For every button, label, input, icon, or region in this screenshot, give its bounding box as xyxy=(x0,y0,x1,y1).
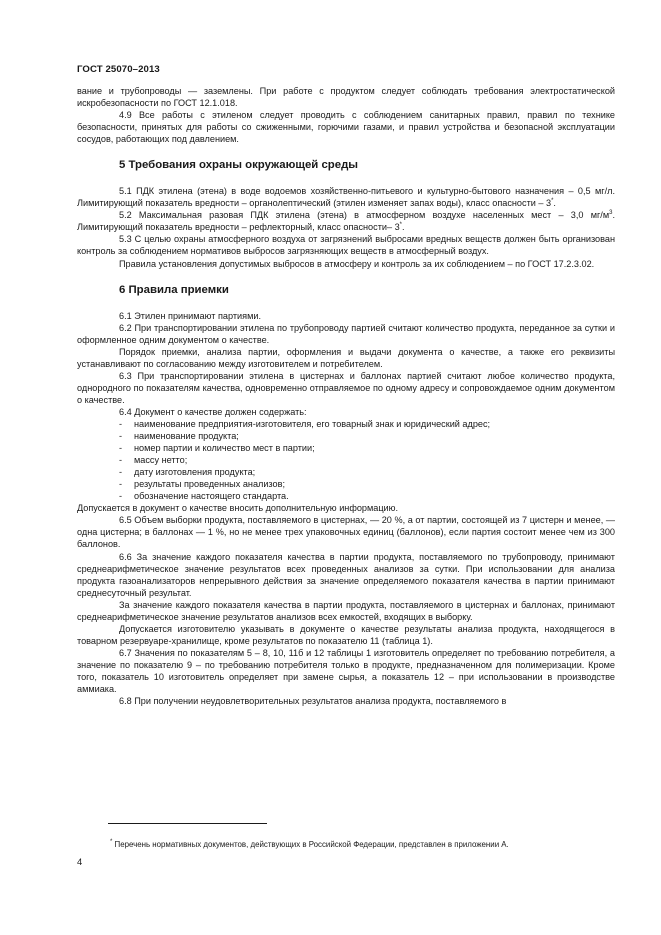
list-item: - результаты проведенных анализов; xyxy=(119,479,285,490)
list-item: - массу нетто; xyxy=(119,455,188,466)
section-5-heading: 5 Требования охраны окружающей среды xyxy=(119,159,359,172)
list-item: - номер партии и количество мест в партии; xyxy=(119,443,315,454)
paragraph-4-9: 4.9 Все работы с этиленом следует проводить с соблюдением санитарных правил, правил по технике безопасности, принятых для работы со сжиженными, горючими газами, и правил устройства и безопасной эксплуатации сосудов, работающих под давлением. xyxy=(77,110,615,145)
paragraph-6-6: 6.6 За значение каждого показателя качества в партии продукта, поставляемого по трубопроводу, принимают среднеарифметическое значение результатов всех проведенных анализов за сутки. При использовании для анализа продукта газоанализаторов непрерывного действия за значение определяемого показателя качества в партии принимают среднесуточный результат. xyxy=(77,551,615,598)
paragraph-5-2: 5.2 Максимальная разовая ПДК этилена (этена) в атмосферном воздухе населенных мест – 3,0 $мг/м^3$. Лимитирующий показатель вредности – рефлекторный, класс опасности– 3*. xyxy=(77,210,615,233)
list-item: - обозначение настоящего стандарта. xyxy=(119,491,289,502)
list-item: - дату изготовления продукта; xyxy=(119,467,256,478)
list-item: - наименование предприятия-изготовителя, его товарный знак и юридический адрес; xyxy=(119,418,491,429)
section-6-heading: 6 Правила приемки xyxy=(119,283,229,296)
paragraph-6-7: 6.7 Значения по показателям 5 – 8, 10, 11б и 12 таблицы 1 изготовитель определяет по требованию потребителя, а значение по показателю 9 – по требованию потребителя только в продукте, предназначенном для полимеризации. Кроме того, показатель 10 изготовитель определяет при замене сырья, а показатель 12 – при использовании в производстве аммиака. xyxy=(77,647,615,695)
paragraph-6-6b: За значение каждого показателя качества в партии продукта, поставляемого в цистернах и баллонах, принимают среднеарифметическое значение результатов анализов всех емкостей, входящих в выборку. xyxy=(77,599,615,622)
paragraph-5-1: 5.1 ПДК этилена (этена) в воде водоемов хозяйственно-питьевого и культурно-бытового назначения – 0,5 мг/л. Лимитирующий показатель вредности – органолептический (этилен изменяет запах воды), класс опасности – 3*. xyxy=(77,186,615,209)
document-body xyxy=(77,85,615,707)
paragraph-6-3: 6.3 При транспортировании этилена в цистернах и баллонах партией считают любое количество продукта, однородного по показателям качества, одновременно отправляемое по одному адресу и сопровождаемое одним документом о качестве. xyxy=(77,370,615,405)
paragraph-5-3b: Правила установления допустимых выбросов в атмосферу и контроль за их соблюдением – по ГОСТ 17.2.3.02. xyxy=(119,258,595,269)
paragraph-6-8: 6.8 При получении неудовлетворительных результатов анализа продукта, поставляемого в xyxy=(119,696,507,707)
paragraph-6-4b: Допускается в документ о качестве вносить дополнительную информацию. xyxy=(77,503,399,514)
paragraph-6-1: 6.1 Этилен принимают партиями. xyxy=(119,310,261,321)
paragraph-6-2: 6.2 При транспортировании этилена по трубопроводу партией считают количество продукта, переданное за сутки и оформленное одним документом о качестве. xyxy=(77,322,615,345)
requirements-list xyxy=(77,418,615,502)
paragraph-6-4: 6.4 Документ о качестве должен содержать: xyxy=(119,406,307,417)
footnote-ref: * xyxy=(399,222,403,229)
paragraph-cont: вание и трубопроводы — заземлены. При работе с продуктом следует соблюдать требования электростатической искробезопасности по ГОСТ 12.1.018. xyxy=(77,86,615,109)
footnote-divider xyxy=(108,823,267,824)
paragraph-5-3: 5.3 С целью охраны атмосферного воздуха от загрязнений выбросами вредных веществ должен быть организован контроль за соблюдением нормативов выбросов загрязняющих веществ в атмосферный воздух. xyxy=(77,234,615,257)
footnote: * Перечень нормативных документов, действующих в Российской Федерации, представлен в приложении А. xyxy=(110,839,509,849)
footnote-ref: * xyxy=(551,198,554,205)
paragraph-6-2b: Порядок приемки, анализа партии, оформления и выдачи документа о качестве, а также его реквизиты устанавливают по согласованию между изготовителем и потребителем. xyxy=(77,346,615,369)
paragraph-6-6c: Допускается изготовителю указывать в документе о качестве результаты анализа продукта, находящегося в товарном резервуаре-хранилище, кроме результатов по показателю 11 (таблица 1). xyxy=(77,623,615,646)
document-header: ГОСТ 25070–2013 xyxy=(77,64,160,75)
list-item: - наименование продукта; xyxy=(119,431,239,442)
page-number: 4 xyxy=(77,856,83,867)
paragraph-6-5: 6.5 Объем выборки продукта, поставляемого в цистернах, — 20 %, а от партии, состоящей из 7 цистерн и менее, — одна цистерна; в баллонах — 1 %, но не менее трех упаковочных единиц (баллонов), если партия состоит менее чем из 300 баллонов. xyxy=(77,515,615,550)
